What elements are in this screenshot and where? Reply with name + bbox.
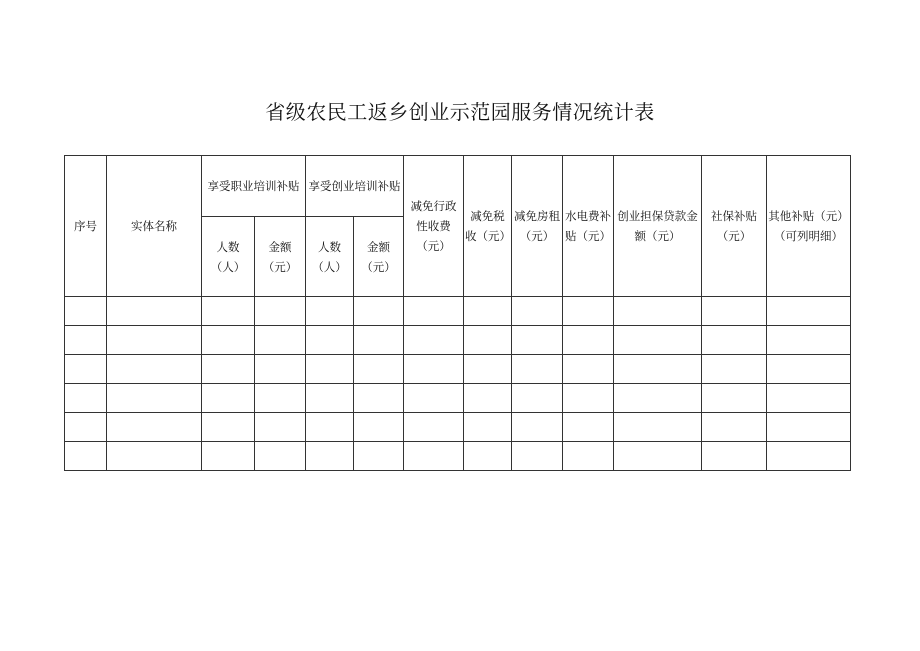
table-cell[interactable] xyxy=(702,355,767,384)
table-cell[interactable] xyxy=(202,384,255,413)
table-cell[interactable] xyxy=(65,326,107,355)
statistics-table xyxy=(64,155,851,471)
table-cell[interactable] xyxy=(65,297,107,326)
table-cell[interactable] xyxy=(65,384,107,413)
table-cell[interactable] xyxy=(404,384,464,413)
table-cell[interactable] xyxy=(306,355,354,384)
table-cell[interactable] xyxy=(202,326,255,355)
table-row xyxy=(65,326,851,355)
table-cell[interactable] xyxy=(702,384,767,413)
table-cell[interactable] xyxy=(202,413,255,442)
table-cell[interactable] xyxy=(65,442,107,471)
table-cell[interactable] xyxy=(404,413,464,442)
table-cell[interactable] xyxy=(464,413,512,442)
table-cell[interactable] xyxy=(354,384,404,413)
header-admin-fee-waiver: 减免行政性收费（元） xyxy=(404,156,464,297)
table-cell[interactable] xyxy=(563,297,614,326)
table-cell[interactable] xyxy=(65,413,107,442)
table-cell[interactable] xyxy=(354,413,404,442)
header-vocational-training: 享受职业培训补贴 xyxy=(202,156,306,217)
table-cell[interactable] xyxy=(354,355,404,384)
header-utility-subsidy: 水电费补贴（元） xyxy=(563,156,614,297)
header-other-subsidy: 其他补贴（元）（可列明细） xyxy=(767,156,851,297)
table-cell[interactable] xyxy=(767,355,851,384)
table-cell[interactable] xyxy=(255,326,306,355)
table-cell[interactable] xyxy=(65,355,107,384)
subheader-amount: 金额（元） xyxy=(255,217,306,297)
table-cell[interactable] xyxy=(563,384,614,413)
header-entity-name: 实体名称 xyxy=(107,156,202,297)
table-cell[interactable] xyxy=(614,413,702,442)
table-cell[interactable] xyxy=(702,442,767,471)
table-row xyxy=(65,384,851,413)
table-cell[interactable] xyxy=(767,297,851,326)
table-cell[interactable] xyxy=(464,297,512,326)
table-body xyxy=(65,297,851,471)
table-cell[interactable] xyxy=(107,326,202,355)
table-cell[interactable] xyxy=(563,442,614,471)
table-cell[interactable] xyxy=(354,326,404,355)
table-cell[interactable] xyxy=(255,413,306,442)
table-cell[interactable] xyxy=(107,355,202,384)
header-row xyxy=(65,156,851,217)
table-cell[interactable] xyxy=(464,326,512,355)
table-cell[interactable] xyxy=(404,355,464,384)
table-cell[interactable] xyxy=(767,442,851,471)
table-cell[interactable] xyxy=(404,326,464,355)
table-cell[interactable] xyxy=(702,326,767,355)
table-cell[interactable] xyxy=(767,413,851,442)
table-cell[interactable] xyxy=(563,326,614,355)
table-cell[interactable] xyxy=(614,326,702,355)
table-cell[interactable] xyxy=(614,297,702,326)
table-cell[interactable] xyxy=(464,442,512,471)
table-cell[interactable] xyxy=(464,384,512,413)
table-cell[interactable] xyxy=(255,384,306,413)
table-cell[interactable] xyxy=(107,297,202,326)
table-cell[interactable] xyxy=(107,413,202,442)
table-cell[interactable] xyxy=(354,442,404,471)
table-cell[interactable] xyxy=(563,355,614,384)
subheader-amount: 金额（元） xyxy=(354,217,404,297)
table-cell[interactable] xyxy=(255,355,306,384)
header-loan-guarantee: 创业担保贷款金额（元） xyxy=(614,156,702,297)
table-cell[interactable] xyxy=(107,442,202,471)
table-cell[interactable] xyxy=(306,442,354,471)
table-cell[interactable] xyxy=(563,413,614,442)
subheader-people-count: 人数（人） xyxy=(202,217,255,297)
table-cell[interactable] xyxy=(702,413,767,442)
table-cell[interactable] xyxy=(512,384,563,413)
table-cell[interactable] xyxy=(702,297,767,326)
page-title: 省级农民工返乡创业示范园服务情况统计表 xyxy=(265,100,655,124)
table-cell[interactable] xyxy=(404,297,464,326)
table-cell[interactable] xyxy=(767,384,851,413)
table-cell[interactable] xyxy=(255,442,306,471)
table-cell[interactable] xyxy=(306,413,354,442)
table-row xyxy=(65,355,851,384)
table-cell[interactable] xyxy=(404,442,464,471)
table-cell[interactable] xyxy=(614,384,702,413)
table-cell[interactable] xyxy=(202,297,255,326)
header-startup-training: 享受创业培训补贴 xyxy=(306,156,404,217)
table-row xyxy=(65,442,851,471)
table-cell[interactable] xyxy=(614,355,702,384)
table-row xyxy=(65,413,851,442)
header-tax-waiver: 减免税收（元） xyxy=(464,156,512,297)
table-cell[interactable] xyxy=(512,326,563,355)
table-cell[interactable] xyxy=(107,384,202,413)
table-cell[interactable] xyxy=(354,297,404,326)
table-cell[interactable] xyxy=(512,355,563,384)
table-cell[interactable] xyxy=(306,326,354,355)
table-cell[interactable] xyxy=(464,355,512,384)
header-rent-waiver: 减免房租（元） xyxy=(512,156,563,297)
table-cell[interactable] xyxy=(202,355,255,384)
header-seq: 序号 xyxy=(65,156,107,297)
table-cell[interactable] xyxy=(306,297,354,326)
table-cell[interactable] xyxy=(767,326,851,355)
header-social-insurance: 社保补贴（元） xyxy=(702,156,767,297)
table-row xyxy=(65,297,851,326)
table-cell[interactable] xyxy=(255,297,306,326)
table-cell[interactable] xyxy=(202,442,255,471)
table-cell[interactable] xyxy=(512,297,563,326)
table-cell[interactable] xyxy=(306,384,354,413)
table-cell[interactable] xyxy=(512,413,563,442)
table-cell[interactable] xyxy=(614,442,702,471)
subheader-people-count: 人数（人） xyxy=(306,217,354,297)
table-cell[interactable] xyxy=(512,442,563,471)
